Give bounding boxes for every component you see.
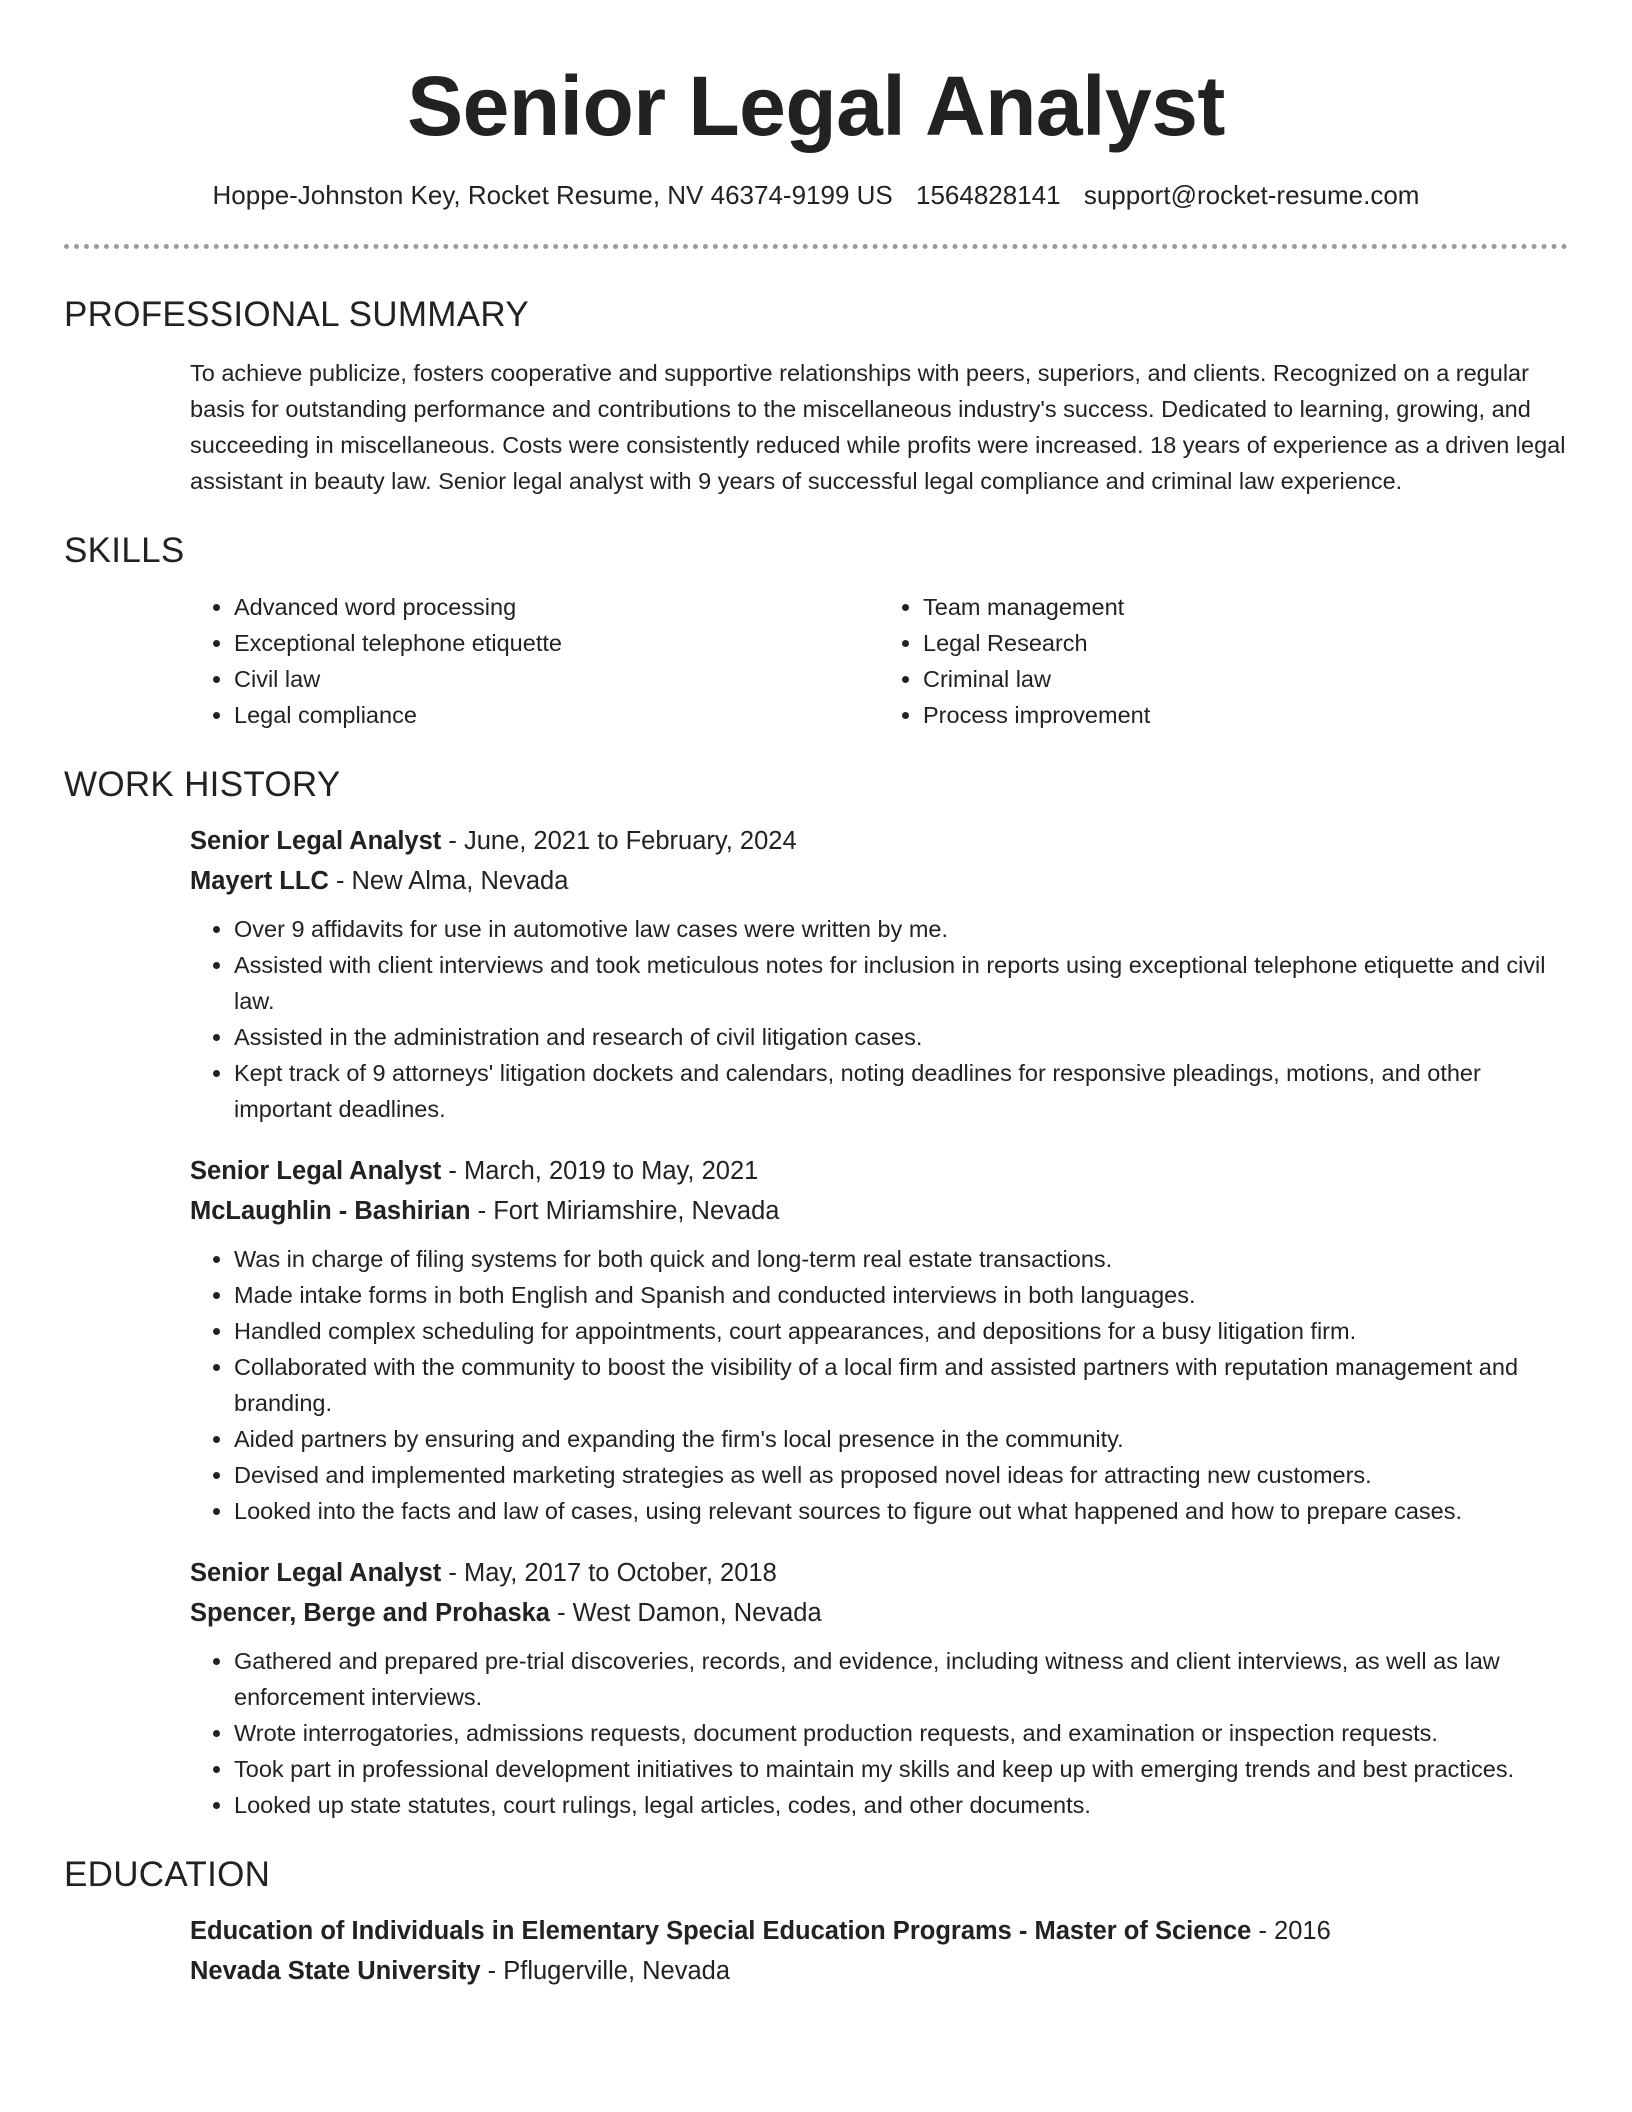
job-location: - West Damon, Nevada [550,1599,822,1627]
job-company: Mayert LLC [190,867,329,895]
skill-item: • Team management [923,589,1568,625]
skill-item: • Civil law [234,661,879,697]
job-title: Senior Legal Analyst [190,1157,442,1185]
job-bullet: • Looked into the facts and law of cases, using relevant sources to figure out what happened and how to prepare cases. [234,1493,1568,1529]
work-heading: WORK HISTORY [64,765,341,804]
education-year: - 2016 [1251,1917,1331,1945]
skill-item: • Criminal law [923,661,1568,697]
job-bullet: • Devised and implemented marketing strategies as well as proposed novel ideas for attracting new customers. [234,1457,1568,1493]
skill-item: • Exceptional telephone etiquette [234,625,879,661]
job-entry [190,821,1568,1127]
job-bullets [190,911,1568,1127]
job-bullet: • Assisted in the administration and research of civil litigation cases. [234,1019,1568,1055]
education-location: - Pflugerville, Nevada [480,1957,731,1985]
skill-item: • Legal Research [923,625,1568,661]
job-company-line [190,1191,1568,1231]
job-company-line [190,1593,1568,1633]
job-dates: - May, 2017 to October, 2018 [441,1559,777,1587]
job-dates: - March, 2019 to May, 2021 [441,1157,759,1185]
job-entry [190,1151,1568,1529]
job-bullet: • Aided partners by ensuring and expanding the firm's local presence in the community. [234,1421,1568,1457]
header-divider [64,244,1568,249]
job-title-line [190,821,1568,861]
job-location: - New Alma, Nevada [328,867,569,895]
resume-title: Senior Legal Analyst [407,59,1225,153]
education-school: Nevada State University [190,1957,481,1985]
job-entry [190,1553,1568,1823]
job-dates: - June, 2021 to February, 2024 [441,827,797,855]
summary-heading: PROFESSIONAL SUMMARY [64,295,529,334]
job-bullet: • Gathered and prepared pre-trial discoveries, records, and evidence, including witness and client interviews, as well as law enforcement interviews. [234,1643,1568,1715]
job-bullet: • Looked up state statutes, court rulings, legal articles, codes, and other documents. [234,1787,1568,1823]
job-bullet: • Handled complex scheduling for appointments, court appearances, and depositions for a busy litigation firm. [234,1313,1568,1349]
skill-item: • Legal compliance [234,697,879,733]
job-bullets [190,1241,1568,1529]
summary-section [64,293,1568,499]
education-heading: EDUCATION [64,1855,271,1894]
job-title: Senior Legal Analyst [190,1559,442,1587]
job-bullet: • Wrote interrogatories, admissions requests, document production requests, and examination or inspection requests. [234,1715,1568,1751]
job-bullet: • Kept track of 9 attorneys' litigation dockets and calendars, noting deadlines for responsive pleadings, motions, and other important deadlines. [234,1055,1568,1127]
skill-item: • Advanced word processing [234,589,879,625]
summary-body [190,355,1568,499]
job-company: Spencer, Berge and Prohaska [190,1599,550,1627]
skill-item: • Process improvement [923,697,1568,733]
job-location: - Fort Miriamshire, Nevada [470,1197,780,1225]
job-bullet: • Was in charge of filing systems for both quick and long-term real estate transactions. [234,1241,1568,1277]
education-school-line [190,1951,1568,1991]
job-bullet: • Over 9 affidavits for use in automotive law cases were written by me. [234,911,1568,947]
job-title-line [190,1151,1568,1191]
summary-text: To achieve publicize, fosters cooperative and supportive relationships with peers, superiors, and clients. Recognized on a regular basis for outstanding performance and contributions to the miscellaneous industry's success. Dedicated to learning, growing, and succeeding in miscellaneous. Costs were consistently reduced while profits were increased. 18 years of experience as a driven legal assistant in beauty law. Senior legal analyst with 9 years of successful legal compliance and criminal law experience. [190,360,1566,494]
job-company: McLaughlin - Bashirian [190,1197,471,1225]
skills-heading: SKILLS [64,531,185,570]
skills-column-left [190,589,879,733]
job-title-line [190,1553,1568,1593]
job-bullet: • Made intake forms in both English and Spanish and conducted interviews in both languages. [234,1277,1568,1313]
work-section [64,763,1568,1823]
contact-phone: 1564828141 [916,180,1061,210]
work-body [190,821,1568,1823]
education-section [64,1853,1568,1991]
education-body [190,1911,1568,1991]
job-bullet: • Took part in professional development initiatives to maintain my skills and keep up with emerging trends and best practices. [234,1751,1568,1787]
job-bullets [190,1643,1568,1823]
skills-section [64,529,1568,733]
skills-list [190,589,1568,733]
contact-address: Hoppe-Johnston Key, Rocket Resume, NV 46374-9199 US [212,180,893,210]
job-title: Senior Legal Analyst [190,827,442,855]
job-bullet: • Collaborated with the community to boost the visibility of a local firm and assisted partners with reputation management and branding. [234,1349,1568,1421]
job-company-line [190,861,1568,901]
education-degree-line [190,1911,1568,1951]
education-degree: Education of Individuals in Elementary Special Education Programs - Master of Science [190,1917,1252,1945]
contact-email: support@rocket-resume.com [1083,180,1420,210]
job-bullet: • Assisted with client interviews and took meticulous notes for inclusion in reports using exceptional telephone etiquette and civil law. [234,947,1568,1019]
skills-column-right [879,589,1568,733]
contact-line [0,178,1632,212]
